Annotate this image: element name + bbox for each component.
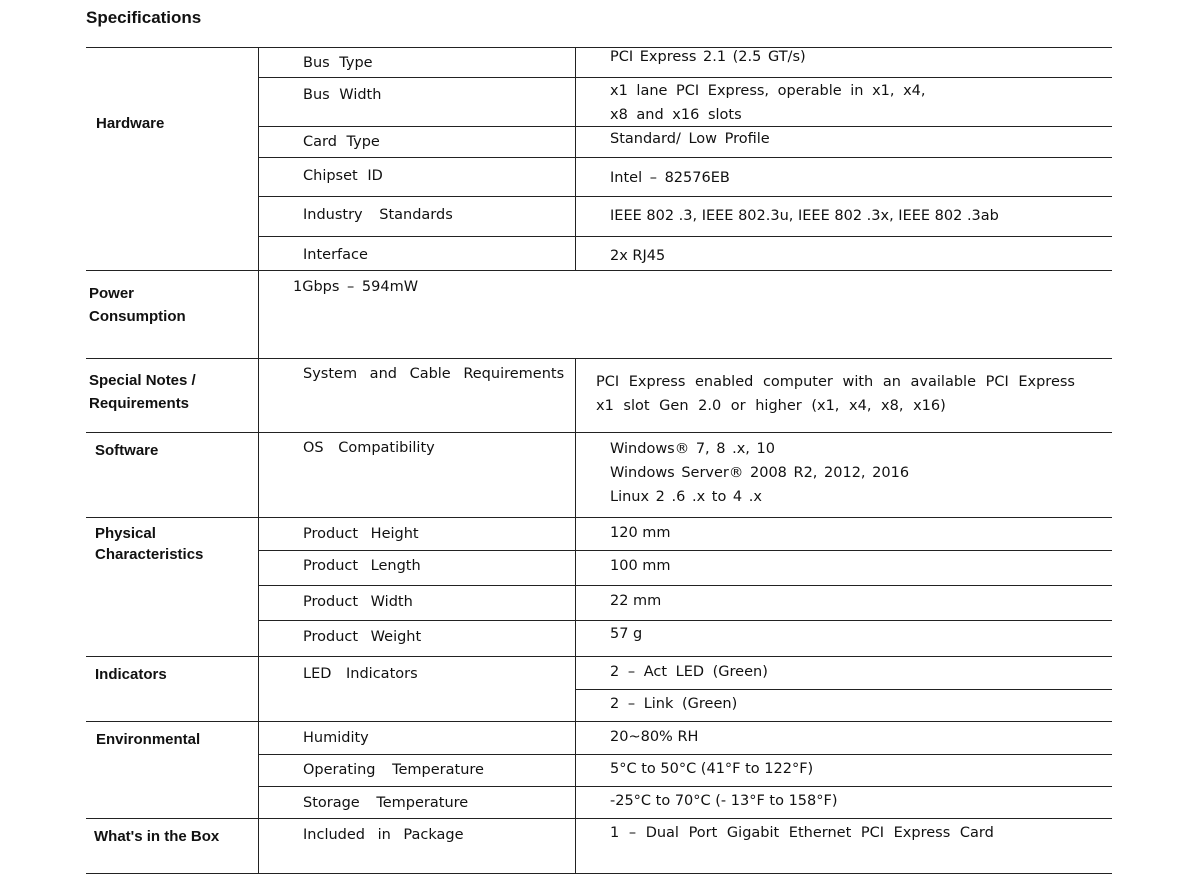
value-included-in-package: 1 – Dual Port Gigabit Ethernet PCI Express Card (610, 825, 994, 841)
row-divider (258, 754, 1112, 755)
value-card-type: Standard/ Low Profile (610, 131, 770, 147)
label-chipset-id: Chipset ID (303, 168, 383, 184)
value-system-requirements-line2: x1 slot Gen 2.0 or higher (x1, x4, x8, x16) (596, 398, 946, 414)
label-storage-temperature: Storage Temperature (303, 795, 469, 811)
value-humidity: 20~80% RH (610, 729, 699, 745)
value-power-consumption: 1Gbps – 594mW (293, 279, 419, 295)
table-border-top (86, 47, 1112, 48)
table-border-bottom (86, 873, 1112, 874)
value-industry-standards: IEEE 802 .3, IEEE 802.3u, IEEE 802 .3x, IEEE 802 .3ab (610, 208, 999, 224)
category-physical-line2: Characteristics (95, 546, 204, 563)
label-interface: Interface (303, 247, 368, 263)
label-os-compatibility: OS Compatibility (303, 440, 435, 456)
column-divider (575, 47, 576, 271)
section-divider (86, 656, 1112, 657)
value-system-requirements (596, 370, 1075, 418)
category-software: Software (95, 442, 159, 459)
value-bus-width-line2: x8 and x16 slots (610, 107, 742, 123)
category-power-line2: Consumption (89, 308, 186, 325)
label-card-type: Card Type (303, 134, 380, 150)
section-divider (86, 517, 1112, 518)
value-system-requirements-line1: PCI Express enabled computer with an available PCI Express (596, 374, 1075, 390)
value-operating-temperature: 5°C to 50°C (41°F to 122°F) (610, 761, 814, 777)
section-divider (86, 432, 1112, 433)
label-humidity: Humidity (303, 730, 369, 746)
value-bus-width (610, 79, 926, 127)
category-physical-line1: Physical (95, 525, 156, 542)
value-os-line1: Windows® 7, 8 .x, 10 (610, 441, 775, 457)
value-os-line2: Windows Server® 2008 R2, 2012, 2016 (610, 465, 910, 481)
row-divider (258, 786, 1112, 787)
label-included-in-package: Included in Package (303, 827, 464, 843)
category-special-line1: Special Notes / (89, 372, 196, 389)
category-environmental: Environmental (96, 731, 201, 748)
section-divider (86, 818, 1112, 819)
category-hardware: Hardware (96, 115, 165, 132)
category-whats-in-box: What's in the Box (94, 828, 220, 845)
value-os-line3: Linux 2 .6 .x to 4 .x (610, 489, 762, 505)
section-divider (86, 721, 1112, 722)
value-product-length: 100 mm (610, 558, 671, 574)
label-product-length: Product Length (303, 558, 421, 574)
category-physical (95, 523, 203, 565)
row-divider (258, 77, 1112, 78)
category-indicators: Indicators (95, 666, 167, 683)
label-operating-temperature: Operating Temperature (303, 762, 484, 778)
value-product-height: 120 mm (610, 525, 671, 541)
value-led-link: 2 – Link (Green) (610, 696, 738, 712)
value-product-width: 22 mm (610, 593, 662, 609)
column-divider (258, 47, 259, 874)
column-divider (575, 358, 576, 874)
category-special-notes (89, 369, 196, 415)
label-bus-width: Bus Width (303, 87, 382, 103)
row-divider (575, 689, 1112, 690)
value-os-compatibility (610, 437, 909, 509)
row-divider (258, 157, 1112, 158)
label-led-indicators: LED Indicators (303, 666, 418, 682)
section-divider (86, 270, 1112, 271)
value-product-weight: 57 g (610, 626, 643, 642)
category-power-line1: Power (89, 285, 135, 302)
category-power (89, 282, 186, 328)
row-divider (258, 550, 1112, 551)
value-interface: 2x RJ45 (610, 248, 666, 264)
row-divider (258, 236, 1112, 237)
value-chipset-id: Intel – 82576EB (610, 170, 730, 186)
row-divider (258, 620, 1112, 621)
value-storage-temperature: -25°C to 70°C (- 13°F to 158°F) (610, 793, 838, 809)
label-bus-type: Bus Type (303, 55, 373, 71)
label-system-requirements: System and Cable Requirements (303, 366, 565, 382)
section-divider (86, 358, 1112, 359)
value-bus-width-line1: x1 lane PCI Express, operable in x1, x4, (610, 83, 926, 99)
label-industry-standards: Industry Standards (303, 207, 453, 223)
row-divider (258, 585, 1112, 586)
label-product-weight: Product Weight (303, 629, 422, 645)
label-product-width: Product Width (303, 594, 413, 610)
value-led-act: 2 – Act LED (Green) (610, 664, 768, 680)
row-divider (258, 196, 1112, 197)
category-special-line2: Requirements (89, 395, 190, 412)
value-bus-type: PCI Express 2.1 (2.5 GT/s) (610, 49, 806, 65)
label-product-height: Product Height (303, 526, 419, 542)
page-title: Specifications (86, 8, 202, 27)
